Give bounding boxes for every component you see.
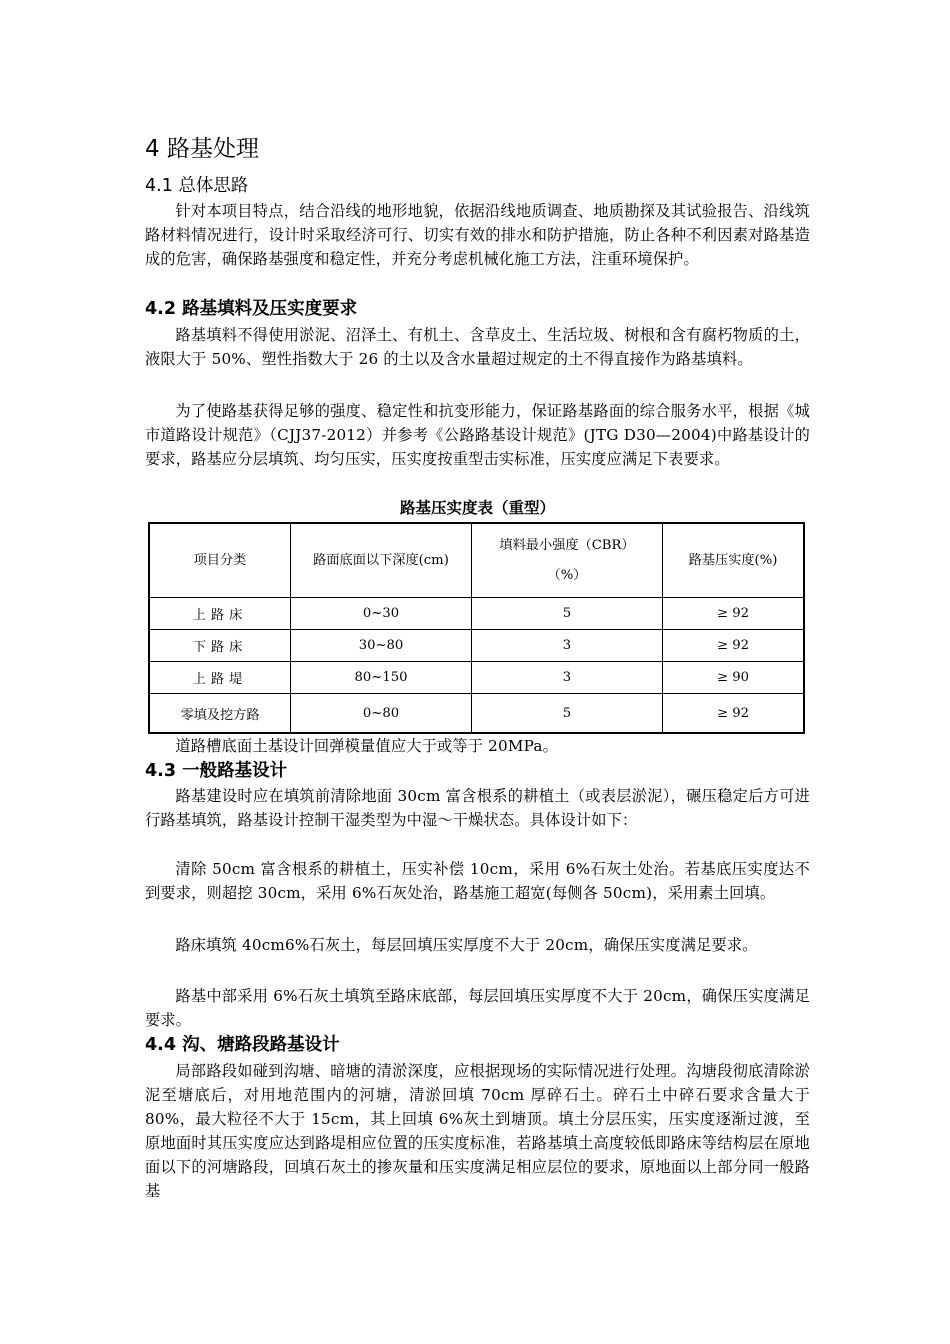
table-row: [149, 630, 804, 662]
heading-4-4: 4.4 沟、塘路段路基设计: [145, 1035, 340, 1055]
section-title: 4 路基处理: [145, 136, 259, 162]
compaction-table: [148, 522, 805, 734]
table-row: [149, 694, 804, 734]
cell-compaction: ≥ 90: [663, 662, 805, 694]
cell-compaction: ≥ 92: [663, 630, 805, 662]
paragraph-4-1: 针对本项目特点，结合沿线的地形地貌，依据沿线地质调查、地质勘探及其试验报告、沿线筑路材料情况进行，设计时采取经济可行、切实有效的排水和防护措施，防止各种不利因素对路基造成的危害，确保路基强度和稳定性，并充分考虑机械化施工方法，注重环境保护。: [145, 202, 810, 268]
cell-category: 上路堤: [149, 662, 291, 694]
cell-cbr: 5: [472, 598, 663, 630]
cell-category: 上路床: [149, 598, 291, 630]
cell-depth: 30~80: [291, 630, 472, 662]
table-header-row: [149, 523, 804, 598]
table-caption: 路基压实度表（重型）: [399, 499, 555, 517]
heading-4-1: 4.1 总体思路: [145, 176, 249, 196]
paragraph-4-3-intro: 路基建设时应在填筑前清除地面 30cm 富含根系的耕植土（或表层淤泥），碾压稳定后方可进行路基填筑，路基设计控制干湿类型为中湿～干燥状态。具体设计如下：: [145, 787, 810, 829]
paragraph-4-4: 局部路段如碰到沟塘、暗塘的清淤深度，应根据现场的实际情况进行处理。沟塘段彻底清除淤泥至塘底后，对用地范围内的河塘，清淤回填 70cm 厚碎石土。碎石土中碎石要求含量大于 80%，最大粒径不大于 15cm，其上回填 6%灰土到塘顶。填土分层压实，压实度逐渐过渡，至原地面时其压实度应达到路堤相应位置的压实度标准，若路基填土高度较低即路床等结构层在原地面以下的河塘路段，回填石灰土的掺灰量和压实度满足相应层位的要求，原地面以上部分同一般路基: [145, 1062, 810, 1200]
cell-cbr: 3: [472, 630, 663, 662]
paragraph-4-3-clearing: 清除 50cm 富含根系的耕植土，压实补偿 10cm，采用 6%石灰土处治。若基底压实度达不到要求，则超挖 30cm，采用 6%石灰处治，路基施工超宽(每侧各 50cm)，采用素土回填。: [145, 860, 810, 902]
paragraph-4-2-fill: 路基填料不得使用淤泥、沼泽土、有机土、含草皮土、生活垃圾、树根和含有腐朽物质的土，液限大于 50%、塑性指数大于 26 的土以及含水量超过规定的土不得直接作为路基填料。: [145, 326, 810, 368]
header-cbr-line1: 填料最小强度（CBR）: [499, 537, 635, 553]
header-cbr-line2: （%）: [547, 567, 587, 583]
cell-depth: 0~80: [291, 694, 472, 734]
heading-4-2: 4.2 路基填料及压实度要求: [145, 299, 358, 319]
cell-compaction: ≥ 92: [663, 598, 805, 630]
cell-compaction: ≥ 92: [663, 694, 805, 734]
cell-depth: 80~150: [291, 662, 472, 694]
header-category: 项目分类: [149, 523, 291, 598]
header-cbr: [472, 523, 663, 598]
cell-cbr: 3: [472, 662, 663, 694]
paragraph-4-3-bed: 路床填筑 40cm6%石灰土，每层回填压实厚度不大于 20cm，确保压实度满足要求。: [175, 936, 758, 954]
cell-category: 下路床: [149, 630, 291, 662]
cell-category: 零填及挖方路: [149, 694, 291, 734]
paragraph-4-2-standard: 为了使路基获得足够的强度、稳定性和抗变形能力，保证路基路面的综合服务水平，根据《城市道路设计规范》（CJJ37-2012）并参考《公路路基设计规范》(JTG D30—2004)中路基设计的要求，路基应分层填筑、均匀压实，压实度按重型击实标准，压实度应满足下表要求。: [145, 402, 810, 468]
cell-depth: 0~30: [291, 598, 472, 630]
table-row: [149, 662, 804, 694]
table-row: [149, 598, 804, 630]
header-depth: 路面底面以下深度(cm): [291, 523, 472, 598]
paragraph-4-3-middle: 路基中部采用 6%石灰土填筑至路床底部，每层回填压实厚度不大于 20cm，确保压实度满足要求。: [145, 987, 810, 1029]
cell-cbr: 5: [472, 694, 663, 734]
paragraph-modulus: 道路槽底面土基设计回弹模量值应大于或等于 20MPa。: [175, 737, 559, 755]
heading-4-3: 4.3 一般路基设计: [145, 761, 288, 781]
header-compaction: 路基压实度(%): [663, 523, 805, 598]
